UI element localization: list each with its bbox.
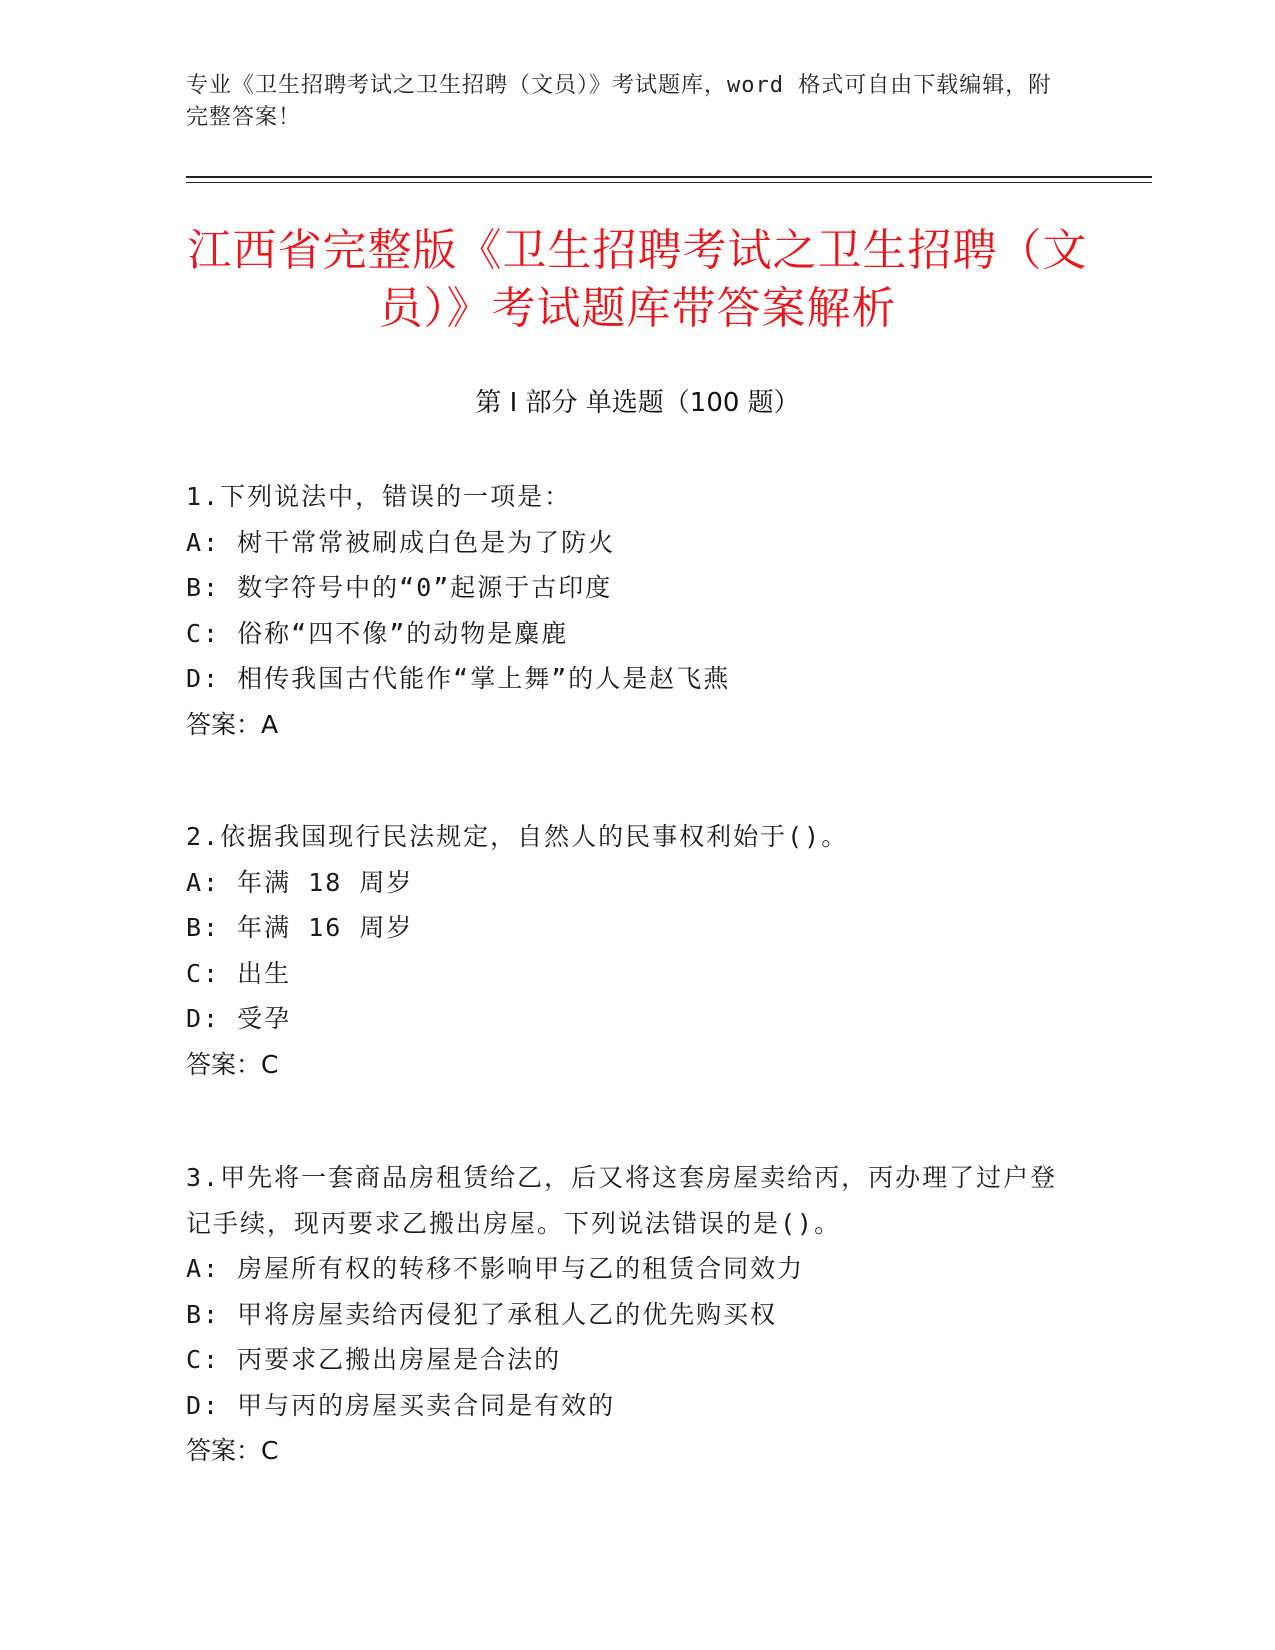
option-d: D: 相传我国古代能作“掌上舞”的人是赵飞燕 <box>186 664 731 693</box>
question-spacer <box>186 747 1076 814</box>
option-c: C: 俗称“四不像”的动物是麋鹿 <box>186 618 569 648</box>
section-heading: 第 I 部分 单选题（100 题） <box>475 388 800 418</box>
option-c: C: 出生 <box>186 958 292 988</box>
answer: 答案：A <box>186 709 279 739</box>
answer: 答案：C <box>186 1049 279 1079</box>
answer: 答案：C <box>186 1436 279 1465</box>
document-title: 江西省完整版《卫生招聘考试之卫生招聘（文员）》考试题库带答案解析 <box>187 225 1088 334</box>
option-b: B: 甲将房屋卖给丙侵犯了承租人乙的优先购买权 <box>186 1299 778 1329</box>
option-d: D: 受孕 <box>186 1004 292 1033</box>
option-b: B: 年满 16 周岁 <box>186 913 414 942</box>
header-rule-thick <box>186 176 1152 178</box>
option-a: A: 树干常常被刷成白色是为了防火 <box>186 527 616 557</box>
option-a: A: 房屋所有权的转移不影响甲与乙的租赁合同效力 <box>186 1254 805 1283</box>
question-item <box>186 474 1076 747</box>
header-rule-thin <box>186 182 1152 183</box>
option-d: D: 甲与丙的房屋买卖合同是有效的 <box>186 1390 616 1420</box>
question-spacer <box>186 1087 1076 1155</box>
question-stem: 2.依据我国现行民法规定，自然人的民事权利始于()。 <box>186 822 849 851</box>
option-c: C: 丙要求乙搬出房屋是合法的 <box>186 1345 562 1374</box>
question-stem: 3.甲先将一套商品房租赁给乙，后又将这套房屋卖给丙，丙办理了过户登记手续，现丙要求乙搬出房屋。下列说法错误的是()。 <box>186 1163 1058 1238</box>
option-b: B: 数字符号中的“0”起源于古印度 <box>186 573 613 602</box>
question-item <box>186 814 1076 1087</box>
question-list <box>186 474 1076 1474</box>
question-stem: 1.下列说法中，错误的一项是： <box>186 482 572 511</box>
header-note: 专业《卫生招聘考试之卫生招聘（文员）》考试题库，word 格式可自由下载编辑，附完整答案！ <box>186 73 1052 130</box>
question-item <box>186 1155 1076 1474</box>
option-a: A: 年满 18 周岁 <box>186 867 414 897</box>
